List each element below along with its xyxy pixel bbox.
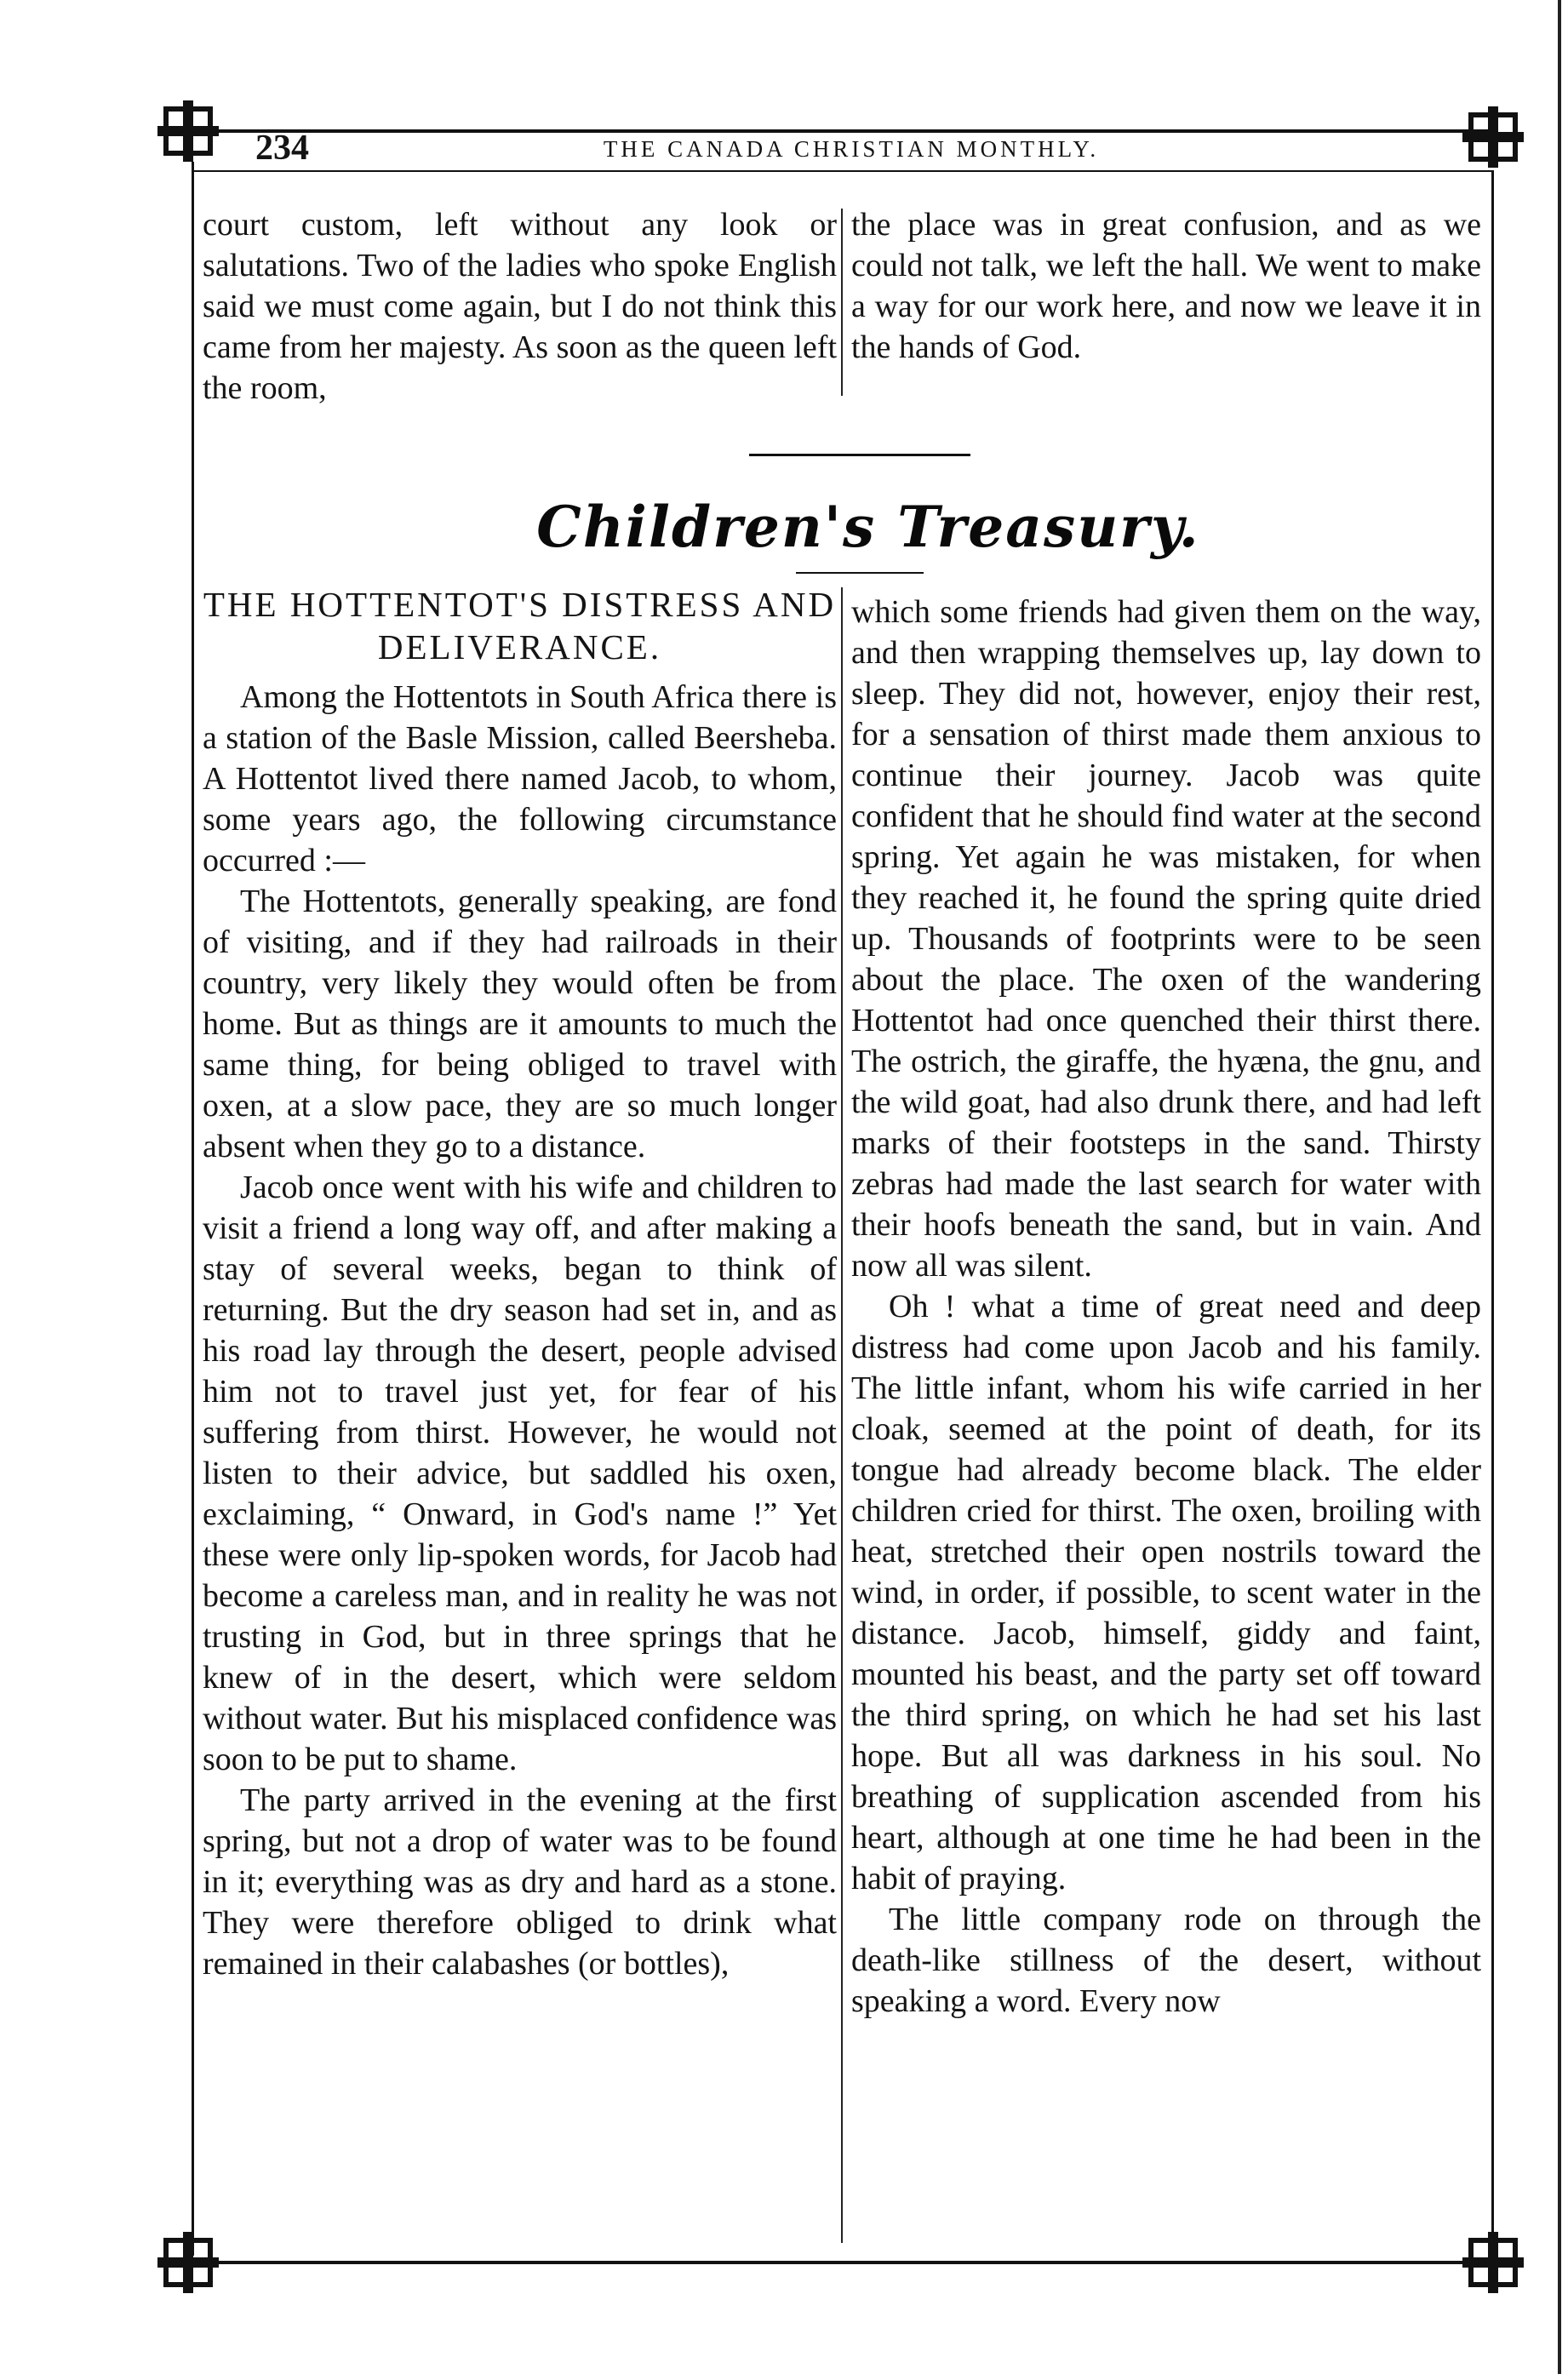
heading-underline	[796, 572, 924, 574]
paragraph: Oh ! what a time of great need and deep distress had come upon Jacob and his family. The little infant, whom his wife carried in her cloak, seemed at the point of death, for its tongue had already become black. The elder children cried for thirst. The oxen, broiling with heat, stretched their open nostrils toward the wind, in order, if possible, to scent water in the distance. Jacob, himself, giddy and faint, mounted his beast, and the party set off toward the third spring, on which he had set his last hope. But all was darkness in his soul. No breathing of supplication ascended from his heart, although at one time he had been in the habit of praying.	[851, 1289, 1481, 1896]
running-head: THE CANADA CHRISTIAN MONTHLY.	[603, 136, 1100, 162]
section-heading: Children's Treasury.	[536, 494, 1200, 560]
corner-ornament-icon	[1462, 2232, 1524, 2293]
page-number: 234	[255, 129, 309, 168]
top-right-column	[851, 204, 1481, 368]
corner-ornament-icon	[157, 2232, 219, 2293]
corner-ornament-icon	[157, 100, 219, 162]
paragraph: court custom, left without any look or salutations. Two of the ladies who spoke English said we must come again, but I do not think this came from her majesty. As soon as the queen left the room,	[203, 207, 837, 406]
article-left-column	[203, 583, 837, 1984]
frame-top-rule-thin	[192, 170, 1494, 172]
paragraph: Jacob once went with his wife and children to visit a friend a long way off, and after making a stay of several weeks, began to think of returning. But the dry season had set in, and as his road lay through the desert, people advised him not to travel just yet, for fear of his suffering from thirst. However, he would not listen to their advice, but saddled his oxen, exclaiming, “ Onward, in God's name !” Yet these were only lip-spoken words, for Jacob had become a careless man, and in reality he was not trusting in God, but in three springs that he knew of in the desert, which were seldom without water. But his misplaced confidence was soon to be put to shame.	[203, 1170, 837, 1777]
corner-ornament-icon	[1462, 106, 1524, 168]
edge-line	[1558, 0, 1561, 2374]
paragraph: The Hottentots, generally speaking, are fond of visiting, and if they had railroads in their country, very likely they would often be from home. But as things are it amounts to much the same thing, for being obliged to travel with oxen, at a slow pace, they are so much longer absent when they go to a distance.	[203, 884, 837, 1164]
paragraph: Among the Hottentots in South Africa there is a station of the Basle Mission, called Beersheba. A Hottentot lived there named Jacob, to whom, some years ago, the following circumstance occurred :—	[203, 679, 837, 878]
frame-top-rule	[192, 129, 1494, 133]
paragraph: The little company rode on through the death-like stillness of the desert, without speaking a word. Every now	[851, 1902, 1481, 2019]
paragraph: The party arrived in the evening at the first spring, but not a drop of water was to be found in it; everything was as dry and hard as a stone. They were therefore obliged to drink what remained in their calabashes (or bottles),	[203, 1782, 837, 1982]
paragraph: the place was in great confusion, and as we could not talk, we left the hall. We went to make a way for our work here, and now we leave it in the hands of God.	[851, 207, 1481, 365]
column-divider	[841, 587, 843, 2243]
article-title: THE HOTTENTOT'S DISTRESS AND DELIVERANCE.	[203, 585, 837, 666]
frame-left-rule	[192, 162, 194, 2256]
top-left-column	[203, 204, 837, 409]
frame-bottom-rule	[192, 2261, 1494, 2264]
article-right-column	[851, 592, 1481, 2022]
frame-right-rule	[1491, 170, 1494, 2264]
section-divider	[749, 454, 970, 456]
column-divider	[841, 209, 843, 396]
paragraph: which some friends had given them on the way, and then wrapping themselves up, lay down to sleep. They did not, however, enjoy their rest, for a sensation of thirst made them anxious to continue their journey. Jacob was quite confident that he should find water at the second spring. Yet again he was mistaken, for when they reached it, he found the spring quite dried up. Thousands of footprints were to be seen about the place. The oxen of the wandering Hottentot had once quenched their thirst there. The ostrich, the giraffe, the hyæna, the gnu, and the wild goat, had also drunk there, and had left marks of their footsteps in the sand. Thirsty zebras had made the last search for water with their hoofs beneath the sand, but in vain. And now all was silent.	[851, 594, 1481, 1284]
